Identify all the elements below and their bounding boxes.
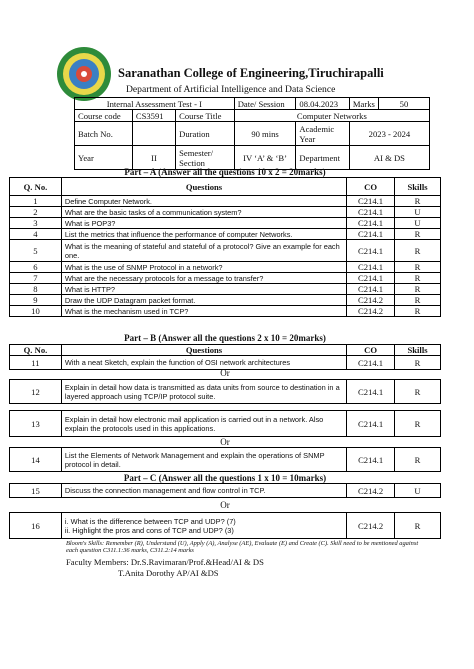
bloom-skills-note: Bloom's Skills: Remember (R), Understand (U), Apply (A), Analyse (AE), Evaluate (E) and Create (C). Skill need to be mentioned against each question C311.1:36 marks, C311.2:14 marks <box>66 540 419 555</box>
col-qno-header: Q. No. <box>10 345 62 356</box>
table-row <box>10 196 441 207</box>
department-label: Department <box>296 146 350 170</box>
test-name: Internal Assessment Test - I <box>75 98 235 110</box>
question-text: With a neat Sketch, explain the function of OSI network architectures <box>61 356 346 370</box>
table-row <box>10 262 441 273</box>
batch-label: Batch No. <box>75 122 133 146</box>
or-separator: Or <box>220 500 230 510</box>
part-b-table-4 <box>9 447 441 472</box>
question-number: 8 <box>10 284 62 295</box>
col-co-header: CO <box>347 345 395 356</box>
col-qno-header: Q. No. <box>10 178 62 196</box>
or-separator: Or <box>220 437 230 447</box>
part-b-table-3 <box>9 410 441 437</box>
table-row <box>10 207 441 218</box>
question-text <box>61 513 346 539</box>
year-value: II <box>132 146 175 170</box>
table-row <box>10 229 441 240</box>
marks-value: 50 <box>378 98 429 110</box>
skill-level: R <box>395 380 441 404</box>
skill-level: R <box>395 356 441 370</box>
question-text: What is the mechanism used in TCP? <box>61 306 346 317</box>
question-number: 16 <box>10 513 62 539</box>
question-number: 5 <box>10 240 62 262</box>
question-text: Discuss the connection management and flow control in TCP. <box>61 484 346 498</box>
col-skills-header: Skills <box>395 345 441 356</box>
question-text: List the Elements of Network Management and explain the operations of SNMP protocol in detail. <box>61 448 346 472</box>
date-label: Date/ Session <box>234 98 296 110</box>
question-number: 6 <box>10 262 62 273</box>
table-row <box>10 295 441 306</box>
course-outcome: C214.1 <box>347 273 395 284</box>
course-outcome: C214.1 <box>347 380 395 404</box>
question-text: Define Computer Network. <box>61 196 346 207</box>
question-text: List the metrics that influence the performance of computer Networks. <box>61 229 346 240</box>
academic-year-value: 2023 - 2024 <box>349 122 429 146</box>
course-outcome: C214.1 <box>347 218 395 229</box>
question-text: Explain in detail how electronic mail application is carried out in a network. Also explain the protocols used in this applications. <box>61 411 346 437</box>
skill-level: R <box>395 196 441 207</box>
col-skills-header: Skills <box>395 178 441 196</box>
part-c-table-1 <box>9 483 441 498</box>
course-outcome: C214.2 <box>347 484 395 498</box>
course-title-value: Computer Networks <box>234 110 429 122</box>
marks-label: Marks <box>349 98 378 110</box>
department-name: Department of Artificial Intelligence and Data Science <box>126 84 336 95</box>
skill-level: U <box>395 484 441 498</box>
part-b-heading: Part – B (Answer all the questions 2 x 10 = 20marks) <box>124 333 326 343</box>
skill-level: U <box>395 207 441 218</box>
faculty-member-2: T.Anita Dorothy AP/AI &DS <box>118 568 219 578</box>
skill-level: R <box>395 411 441 437</box>
course-outcome: C214.1 <box>347 196 395 207</box>
skill-level: R <box>395 229 441 240</box>
course-outcome: C214.2 <box>347 513 395 539</box>
duration-label: Duration <box>176 122 235 146</box>
col-questions-header: Questions <box>61 178 346 196</box>
question-number: 7 <box>10 273 62 284</box>
college-name: Saranathan College of Engineering,Tiruchirapalli <box>118 66 384 80</box>
question-number: 2 <box>10 207 62 218</box>
skill-level: R <box>395 513 441 539</box>
course-outcome: C214.1 <box>347 240 395 262</box>
skill-level: R <box>395 262 441 273</box>
question-text: What is HTTP? <box>61 284 346 295</box>
course-code-label: Course code <box>75 110 133 122</box>
skill-level: R <box>395 284 441 295</box>
col-co-header: CO <box>347 178 395 196</box>
table-row <box>10 284 441 295</box>
course-outcome: C214.1 <box>347 356 395 370</box>
college-logo <box>56 46 112 102</box>
question-number: 4 <box>10 229 62 240</box>
question-number: 12 <box>10 380 62 404</box>
course-outcome: C214.1 <box>347 229 395 240</box>
skill-level: R <box>395 240 441 262</box>
semester-value: IV ‘A’ & ‘B’ <box>234 146 296 170</box>
part-c-table-2 <box>9 512 441 539</box>
table-row <box>10 273 441 284</box>
question-text: What is the use of SNMP Protocol in a network? <box>61 262 346 273</box>
skill-level: R <box>395 295 441 306</box>
date-value: 08.04.2023 <box>296 98 350 110</box>
or-separator: Or <box>220 368 230 378</box>
course-code-value: CS3591 <box>132 110 175 122</box>
part-b-table-2 <box>9 379 441 404</box>
question-number: 13 <box>10 411 62 437</box>
table-row <box>10 240 441 262</box>
question-number: 10 <box>10 306 62 317</box>
course-outcome: C214.1 <box>347 448 395 472</box>
table-row <box>10 448 441 472</box>
exam-header-table <box>74 97 430 170</box>
question-number: 15 <box>10 484 62 498</box>
table-row <box>10 306 441 317</box>
question-number: 14 <box>10 448 62 472</box>
question-part-i: i. What is the difference between TCP and UDP? (7) <box>64 516 236 526</box>
table-row <box>10 411 441 437</box>
question-text: Draw the UDP Datagram packet format. <box>61 295 346 306</box>
part-b-table-1 <box>9 344 441 370</box>
skill-level: U <box>395 218 441 229</box>
question-number: 11 <box>10 356 62 370</box>
skill-level: R <box>395 306 441 317</box>
question-text: What is the meaning of stateful and stateful of a protocol? Give an example for each one. <box>61 240 346 262</box>
course-outcome: C214.2 <box>347 295 395 306</box>
year-label: Year <box>75 146 133 170</box>
skill-level: R <box>395 273 441 284</box>
course-outcome: C214.1 <box>347 411 395 437</box>
skill-level: R <box>395 448 441 472</box>
col-questions-header: Questions <box>61 345 346 356</box>
question-text: What are the necessary protocols for a message to transfer? <box>61 273 346 284</box>
question-number: 9 <box>10 295 62 306</box>
table-row <box>10 380 441 404</box>
table-row <box>10 484 441 498</box>
duration-value: 90 mins <box>234 122 296 146</box>
question-number: 3 <box>10 218 62 229</box>
course-outcome: C214.1 <box>347 262 395 273</box>
table-row <box>10 218 441 229</box>
question-part-ii: ii. Highlight the pros and cons of TCP and UDP? (3) <box>64 525 234 535</box>
course-outcome: C214.1 <box>347 284 395 295</box>
semester-label: Semester/ Section <box>176 146 235 170</box>
part-a-heading: Part – A (Answer all the questions 10 x 2 = 20marks) <box>124 167 326 177</box>
question-text: What is POP3? <box>61 218 346 229</box>
department-value: AI & DS <box>349 146 429 170</box>
academic-year-label: Academic Year <box>296 122 350 146</box>
batch-value <box>132 122 175 146</box>
course-outcome: C214.1 <box>347 207 395 218</box>
question-number: 1 <box>10 196 62 207</box>
question-text: Explain in detail how data is transmitted as data units from source to destination in a layered approach using TCP/IP protocol suite. <box>61 380 346 404</box>
part-c-heading: Part – C (Answer all the questions 1 x 10 = 10marks) <box>123 473 327 483</box>
table-row <box>10 513 441 539</box>
faculty-members: Faculty Members: Dr.S.Ravimaran/Prof.&Head/AI & DS <box>66 557 264 567</box>
course-outcome: C214.2 <box>347 306 395 317</box>
part-a-table <box>9 177 441 317</box>
course-title-label: Course Title <box>176 110 235 122</box>
question-text: What are the basic tasks of a communication system? <box>61 207 346 218</box>
